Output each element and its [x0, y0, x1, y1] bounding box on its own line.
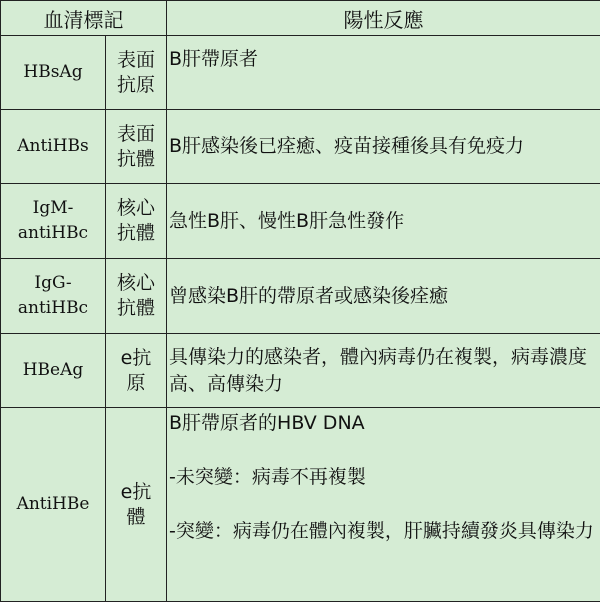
marker-cell — [1, 36, 106, 110]
marker-cell — [1, 334, 106, 408]
meaning-line: 急性B肝、慢性B肝急性發作 — [169, 208, 600, 235]
type-line: 抗體 — [106, 296, 166, 321]
type-cell — [106, 259, 167, 334]
table-row — [1, 259, 600, 334]
type-line: 抗體 — [106, 221, 166, 246]
meaning-line: -突變：病毒仍在體內複製，肝臟持續發炎具傳染力 — [169, 518, 600, 545]
meaning-cell — [167, 184, 600, 259]
type-line: e抗 — [106, 346, 166, 371]
meaning-cell — [167, 110, 600, 184]
table-row — [1, 36, 600, 110]
type-cell — [106, 36, 167, 110]
type-line: 表面 — [106, 122, 166, 147]
marker-line: HBsAg — [23, 62, 82, 82]
marker-line: AntiHBs — [17, 136, 89, 156]
type-cell — [106, 184, 167, 259]
marker-cell — [1, 110, 106, 184]
marker-line: AntiHBe — [17, 494, 90, 514]
marker-cell — [1, 259, 106, 334]
marker-line: HBeAg — [23, 360, 84, 380]
type-line: 原 — [106, 371, 166, 396]
type-cell — [106, 408, 167, 602]
meaning-line: B肝帶原者 — [169, 46, 600, 73]
meaning-line: 曾感染B肝的帶原者或感染後痊癒 — [169, 283, 600, 310]
meaning-line: -未突變：病毒不再複製 — [169, 464, 600, 491]
meaning-cell — [167, 259, 600, 334]
type-cell — [106, 110, 167, 184]
marker-line: antiHBc — [1, 296, 105, 321]
header-row — [1, 1, 600, 36]
type-line: 體 — [106, 505, 166, 530]
type-line: 表面 — [106, 48, 166, 73]
marker-cell — [1, 184, 106, 259]
meaning-cell — [167, 408, 600, 602]
type-line: 核心 — [106, 196, 166, 221]
header-meaning: 陽性反應 — [167, 1, 600, 36]
meaning-line: B肝帶原者的HBV DNA — [169, 410, 600, 437]
meaning-cell — [167, 36, 600, 110]
type-cell — [106, 334, 167, 408]
marker-line: antiHBc — [1, 221, 105, 246]
table-row — [1, 334, 600, 408]
table-row — [1, 110, 600, 184]
type-line: 核心 — [106, 271, 166, 296]
marker-line: IgG- — [1, 271, 105, 296]
marker-cell — [1, 408, 106, 602]
meaning-line: B肝感染後已痊癒、疫苗接種後具有免疫力 — [169, 133, 600, 160]
table-row — [1, 408, 600, 602]
type-line: 抗原 — [106, 73, 166, 98]
type-line: 抗體 — [106, 147, 166, 172]
table-row — [1, 184, 600, 259]
marker-line: IgM- — [1, 196, 105, 221]
type-line: e抗 — [106, 480, 166, 505]
meaning-line: 具傳染力的感染者，體內病毒仍在複製，病毒濃度高、高傳染力 — [169, 344, 600, 398]
header-marker: 血清標記 — [1, 1, 167, 36]
meaning-cell — [167, 334, 600, 408]
